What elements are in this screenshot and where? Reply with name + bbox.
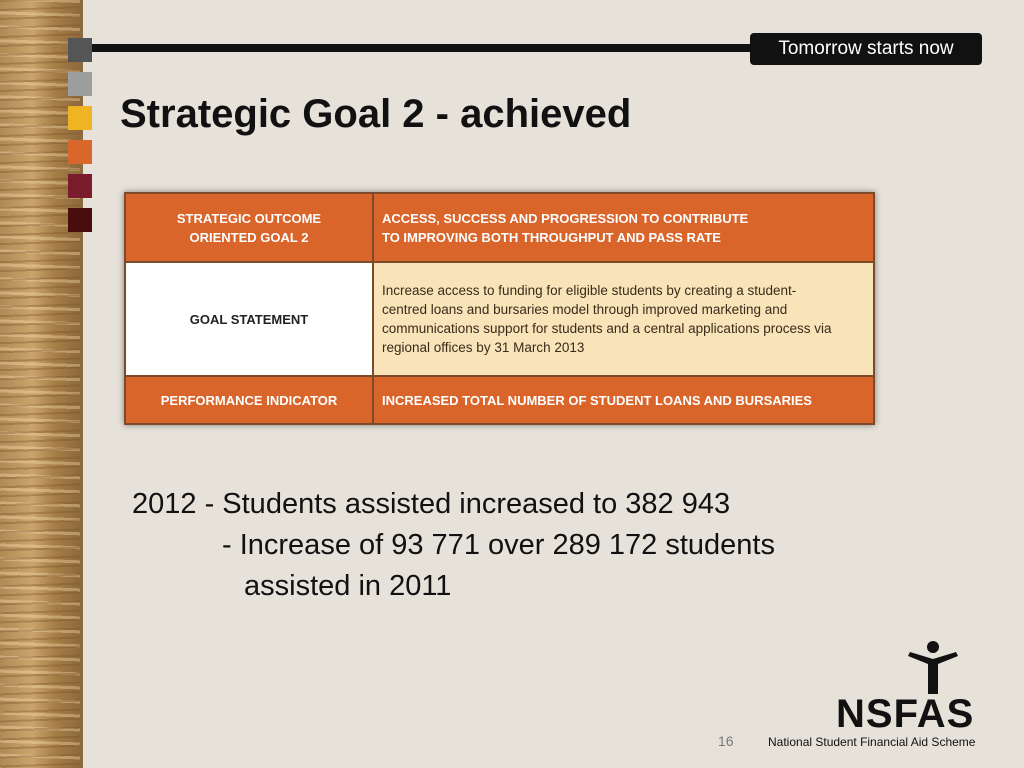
page-number: 16 bbox=[718, 733, 734, 749]
outcome-label-cell bbox=[125, 193, 373, 262]
table-row-goal-statement bbox=[125, 262, 874, 376]
body-text bbox=[132, 484, 775, 607]
indicator-label: PERFORMANCE INDICATOR bbox=[125, 376, 373, 424]
logo-subtitle: National Student Financial Aid Scheme bbox=[768, 735, 976, 749]
goal-table bbox=[124, 192, 875, 425]
goal-statement-line2: centred loans and bursaries model through improved marketing and bbox=[382, 302, 788, 318]
outcome-value-line1: ACCESS, SUCCESS AND PROGRESSION TO CONTRIBUTE bbox=[382, 210, 749, 226]
outcome-label-line2: ORIENTED GOAL 2 bbox=[189, 229, 309, 245]
body-line3: assisted in 2011 bbox=[244, 570, 452, 602]
outcome-label-line1: STRATEGIC OUTCOME bbox=[176, 210, 322, 226]
goal-statement-label: GOAL STATEMENT bbox=[125, 262, 373, 376]
accent-square-maroon bbox=[68, 174, 92, 198]
person-figure-icon bbox=[906, 640, 960, 696]
goal-statement-line4: regional offices by 31 March 2013 bbox=[382, 340, 585, 356]
slide-title: Strategic Goal 2 - achieved bbox=[120, 92, 632, 136]
accent-square-orange bbox=[68, 140, 92, 164]
table-row-indicator bbox=[125, 376, 874, 424]
accent-square-yellow bbox=[68, 106, 92, 130]
indicator-value: INCREASED TOTAL NUMBER OF STUDENT LOANS AND BURSARIES bbox=[373, 376, 874, 424]
accent-square-dark-maroon bbox=[68, 208, 92, 232]
outcome-value-line2: TO IMPROVING BOTH THROUGHPUT AND PASS RATE bbox=[382, 229, 721, 245]
table-row-outcome bbox=[125, 193, 874, 262]
goal-statement-value bbox=[373, 262, 874, 376]
body-line1: 2012 - Students assisted increased to 382 943 bbox=[132, 488, 731, 520]
tagline-badge: Tomorrow starts now bbox=[750, 33, 982, 65]
logo-wordmark: NSFAS bbox=[836, 692, 975, 736]
goal-statement-line3: communications support for students and a central applications process via bbox=[382, 321, 832, 337]
body-line2: - Increase of 93 771 over 289 172 students bbox=[222, 529, 775, 561]
accent-square-gray bbox=[68, 72, 92, 96]
goal-statement-line1: Increase access to funding for eligible students by creating a student- bbox=[382, 283, 797, 299]
accent-square-dark-gray bbox=[68, 38, 92, 62]
outcome-value-cell bbox=[373, 193, 874, 262]
